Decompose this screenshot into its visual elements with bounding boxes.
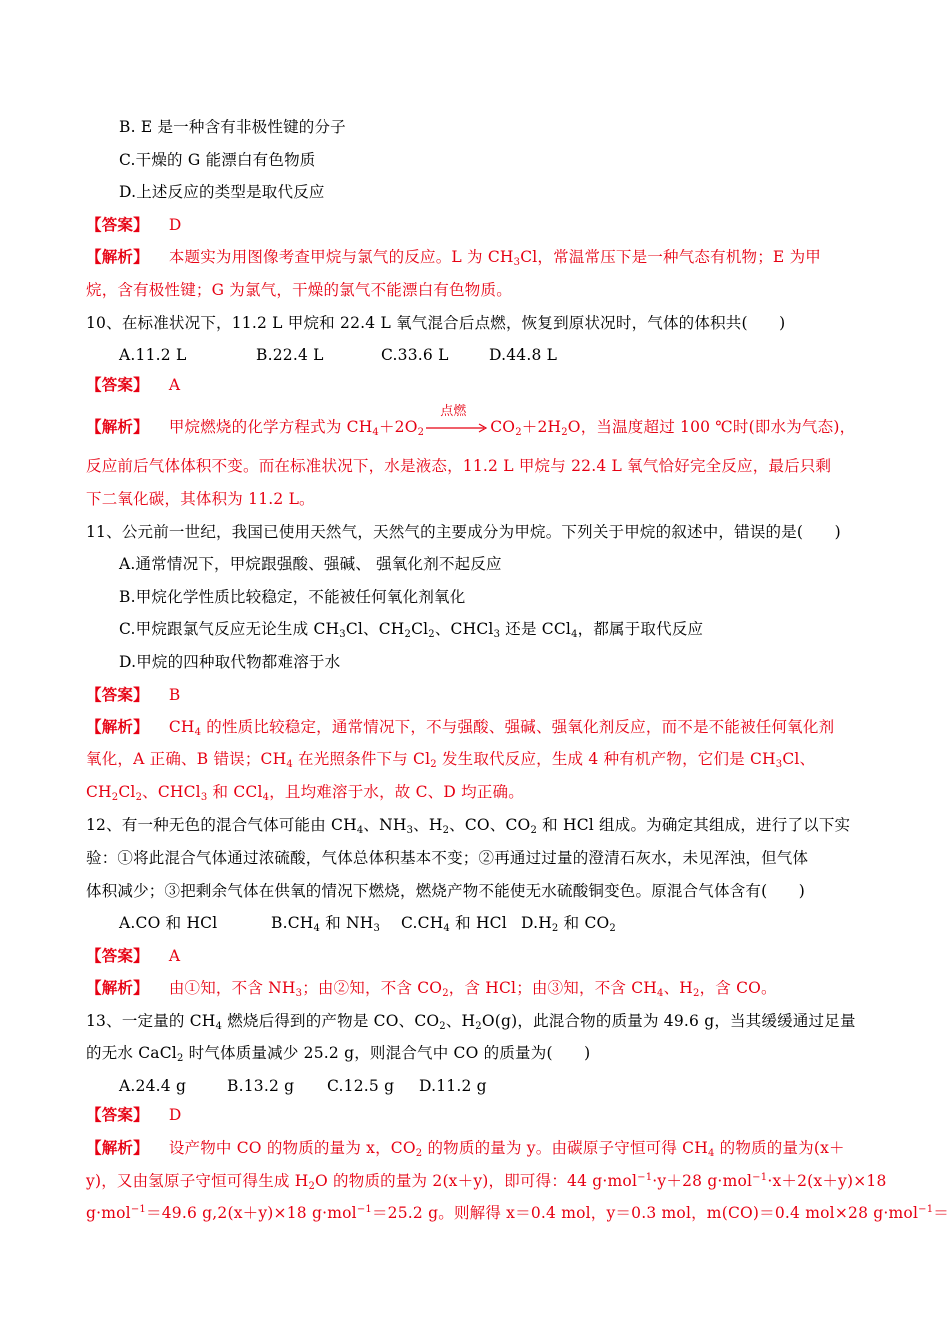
subscript: 4 <box>194 727 202 738</box>
subscript: 3 <box>373 923 381 934</box>
text: C.CH <box>401 914 444 932</box>
text: 的物质的量为(x＋ <box>714 1139 845 1157</box>
text: B.CH <box>271 914 314 932</box>
explanation-tag: 【解析】 <box>86 978 149 997</box>
answer-value: D <box>168 1106 182 1124</box>
subscript: 3 <box>295 988 303 999</box>
subscript: 2 <box>111 792 119 803</box>
q11-explanation-line1 <box>86 717 834 737</box>
subscript: 3 <box>775 759 783 770</box>
q13-stem-line1 <box>86 1011 856 1031</box>
text: 和 CCl <box>207 783 263 801</box>
text: C.甲烷跟氯气反应无论生成 CH <box>119 620 340 638</box>
q13-option-b: B.13.2 g <box>227 1077 295 1095</box>
subscript: 3 <box>513 257 521 268</box>
q10-option-a: A.11.2 L <box>119 346 187 364</box>
answer-tag: 【答案】 <box>86 375 149 394</box>
q13-stem-line2 <box>86 1043 590 1063</box>
text: ，且均难溶于水，故 C、D 均正确。 <box>269 783 524 801</box>
text: 时气体质量减少 25.2 g，则混合气中 CO 的质量为( ) <box>183 1044 591 1062</box>
text: ＋2H <box>521 418 562 436</box>
text: 、H <box>413 816 443 834</box>
subscript: 4 <box>372 427 379 438</box>
subscript: 2 <box>404 629 412 640</box>
q9-option-b: B. E 是一种含有非极性键的分子 <box>119 118 346 136</box>
text: 燃烧后得到的产物是 CO、CO <box>222 1012 440 1030</box>
q10-option-d: D.44.8 L <box>489 346 558 364</box>
text: 12、有一种无色的混合气体可能由 CH <box>86 816 357 834</box>
subscript: 3 <box>406 825 414 836</box>
q10-explanation-line1 <box>86 404 856 438</box>
q12-stem-line3: 体积减少；③把剩余气体在供氧的情况下燃烧，燃烧产物不能使无水硫酸铜变色。原混合气体含有( ) <box>86 882 805 900</box>
subscript: 4 <box>286 759 293 770</box>
subscript: 3 <box>200 792 208 803</box>
q12-option-a: A.CO 和 HCl <box>119 914 218 932</box>
subscript: 2 <box>308 1181 316 1192</box>
subscript: 2 <box>475 1021 482 1032</box>
q12-answer <box>86 946 180 966</box>
text: 的物质的量为 y。由碳原子守恒可得 CH <box>422 1139 708 1157</box>
text: g·mol <box>86 1204 131 1222</box>
text: 、NH <box>363 816 407 834</box>
text: ·y＋28 g·mol <box>652 1172 753 1190</box>
text: 氧化，A 正确、B 错误；CH <box>86 750 287 768</box>
text: ；由②知，不含 CO <box>302 979 443 997</box>
text: 甲烷燃烧的化学方程式为 CH <box>168 418 373 436</box>
text: O(g)，此混合物的质量为 49.6 g，当其缓缓通过足量 <box>481 1012 856 1030</box>
subscript: 4 <box>571 629 578 640</box>
q11-stem: 11、公元前一世纪，我国已使用天然气，天然气的主要成分为甲烷。下列关于甲烷的叙述中，错误的是( ) <box>86 523 841 541</box>
reaction-condition: 点燃 <box>440 404 467 419</box>
subscript: 2 <box>515 427 522 438</box>
superscript: −1 <box>637 1172 653 1183</box>
text: 、H <box>663 979 693 997</box>
arrow-icon <box>424 422 490 434</box>
subscript: 4 <box>707 1148 715 1159</box>
subscript: 4 <box>313 923 321 934</box>
answer-value: A <box>168 947 181 965</box>
text: 和 HCl <box>449 914 507 932</box>
text: 、CO、CO <box>449 816 531 834</box>
text: 还是 CCl <box>500 620 572 638</box>
text: 设产物中 CO 的物质的量为 x，CO <box>168 1139 416 1157</box>
q10-stem: 10、在标准状况下，11.2 L 甲烷和 22.4 L 氧气混合后点燃，恢复到原状况时，气体的体积共( ) <box>86 314 786 332</box>
answer-tag: 【答案】 <box>86 946 149 965</box>
explanation-tag: 【解析】 <box>86 417 149 436</box>
subscript: 2 <box>561 427 568 438</box>
reaction-arrow <box>424 404 490 438</box>
q9-answer <box>86 215 181 235</box>
explanation-tag: 【解析】 <box>86 247 149 266</box>
subscript: 2 <box>415 1148 423 1159</box>
q9-option-d: D.上述反应的类型是取代反应 <box>119 183 325 201</box>
q12-option-c <box>401 913 507 933</box>
q10-explanation-line3: 下二氧化碳，其体积为 11.2 L。 <box>86 490 315 508</box>
answer-value: A <box>168 376 181 394</box>
q11-explanation-line2 <box>86 749 815 769</box>
q9-option-c: C.干燥的 G 能漂白有色物质 <box>119 151 316 169</box>
q13-answer <box>86 1105 181 1125</box>
q12-explanation <box>86 978 777 998</box>
q13-option-d: D.11.2 g <box>419 1077 487 1095</box>
text: CH <box>86 783 112 801</box>
subscript: 2 <box>430 759 437 770</box>
text: O 的物质的量为 2(x＋y)，即可得：44 g·mol <box>315 1172 638 1190</box>
q10-option-b: B.22.4 L <box>256 346 324 364</box>
text: 的性质比较稳定，通常情况下，不与强酸、强碱、强氧化剂反应，而不是不能被任何氧化剂 <box>201 718 835 736</box>
answer-value: B <box>168 686 181 704</box>
text: y)，又由氢原子守恒可得生成 H <box>86 1172 309 1190</box>
subscript: 3 <box>339 629 346 640</box>
subscript: 4 <box>356 825 364 836</box>
text: Cl、CH <box>345 620 405 638</box>
text: ＋2O <box>378 418 418 436</box>
subscript: 2 <box>693 988 700 999</box>
q11-explanation-line3 <box>86 782 524 802</box>
subscript: 2 <box>551 923 559 934</box>
explanation-tag: 【解析】 <box>86 1138 149 1157</box>
q12-option-d <box>521 913 616 933</box>
subscript: 4 <box>262 792 270 803</box>
text: O，当温度超过 100 ℃时(即水为气态)， <box>567 418 856 436</box>
q11-option-b: B.甲烷化学性质比较稳定，不能被任何氧化剂氧化 <box>119 588 466 606</box>
text: CH <box>168 718 195 736</box>
q12-stem-line1 <box>86 815 850 835</box>
text: Cl <box>411 620 429 638</box>
text: 、CHCl <box>142 783 201 801</box>
q10-answer <box>86 375 180 395</box>
text: ＝ <box>933 1204 949 1222</box>
subscript: 4 <box>657 988 664 999</box>
text: 13、一定量的 CH <box>86 1012 216 1030</box>
q13-option-a: A.24.4 g <box>119 1077 187 1095</box>
q12-stem-line2: 验：①将此混合气体通过浓硫酸，气体总体积基本不变；②再通过过量的澄清石灰水，未见浑浊，但气体 <box>86 849 809 867</box>
text: ·x＋2(x＋y)×18 <box>767 1172 887 1190</box>
subscript: 2 <box>417 427 425 438</box>
q11-option-a: A.通常情况下，甲烷跟强酸、强碱、 强氧化剂不起反应 <box>119 555 502 573</box>
text: CO <box>490 418 516 436</box>
q10-explanation-line2: 反应前后气体体积不变。而在标准状况下，水是液态，11.2 L 甲烷与 22.4 L 氧气恰好完全反应，最后只剩 <box>86 457 832 475</box>
superscript: −1 <box>752 1172 768 1183</box>
subscript: 2 <box>442 988 449 999</box>
superscript: −1 <box>918 1204 934 1215</box>
text: ，都属于取代反应 <box>577 620 704 638</box>
explanation-tag: 【解析】 <box>86 717 149 736</box>
q13-explanation-line2 <box>86 1171 887 1191</box>
answer-value: D <box>168 216 182 234</box>
answer-tag: 【答案】 <box>86 685 149 704</box>
q10-option-c: C.33.6 L <box>381 346 449 364</box>
q13-explanation-line3 <box>86 1203 949 1223</box>
subscript: 4 <box>215 1021 223 1032</box>
subscript: 2 <box>428 629 435 640</box>
q13-option-c: C.12.5 g <box>327 1077 395 1095</box>
superscript: −1 <box>356 1204 372 1215</box>
text: 本题实为用图像考查甲烷与氯气的反应。L 为 CH <box>168 248 514 266</box>
subscript: 2 <box>176 1053 184 1064</box>
text: ，含 HCl；由③知，不含 CH <box>448 979 658 997</box>
text: ＝49.6 g,2(x＋y)×18 g·mol <box>146 1204 357 1222</box>
text: 和 NH <box>320 914 374 932</box>
subscript: 2 <box>135 792 143 803</box>
text: 和 CO <box>558 914 610 932</box>
text: Cl，常温常压下是一种气态有机物；E 为甲 <box>520 248 821 266</box>
text: 发生取代反应，生成 4 种有机产物，它们是 CH <box>436 750 776 768</box>
text: 的无水 CaCl <box>86 1044 177 1062</box>
q12-option-b <box>271 913 380 933</box>
text: ，含 CO。 <box>699 979 777 997</box>
subscript: 2 <box>439 1021 446 1032</box>
text: 、CHCl <box>434 620 494 638</box>
text: Cl、 <box>782 750 816 768</box>
text: 由①知，不含 NH <box>168 979 296 997</box>
text: D.H <box>521 914 552 932</box>
answer-tag: 【答案】 <box>86 215 149 234</box>
q13-explanation-line1 <box>86 1138 845 1158</box>
text: 、H <box>445 1012 476 1030</box>
subscript: 4 <box>443 923 450 934</box>
answer-tag: 【答案】 <box>86 1105 149 1124</box>
text: 和 HCl 组成。为确定其组成，进行了以下实 <box>537 816 851 834</box>
q9-explanation-line1 <box>86 247 821 267</box>
subscript: 2 <box>609 923 616 934</box>
subscript: 2 <box>442 825 450 836</box>
text: 在光照条件下与 Cl <box>292 750 431 768</box>
superscript: −1 <box>130 1204 146 1215</box>
q9-explanation-line2: 烷，含有极性键；G 为氯气，干燥的氯气不能漂白有色物质。 <box>86 281 512 299</box>
text: Cl <box>118 783 136 801</box>
subscript: 3 <box>493 629 501 640</box>
text: ＝25.2 g。则解得 x＝0.4 mol，y＝0.3 mol，m(CO)＝0.4 mol×28 g·mol <box>371 1204 919 1222</box>
subscript: 2 <box>530 825 538 836</box>
q11-option-c <box>119 619 703 639</box>
q11-answer <box>86 685 180 705</box>
q11-option-d: D.甲烷的四种取代物都难溶于水 <box>119 653 341 671</box>
